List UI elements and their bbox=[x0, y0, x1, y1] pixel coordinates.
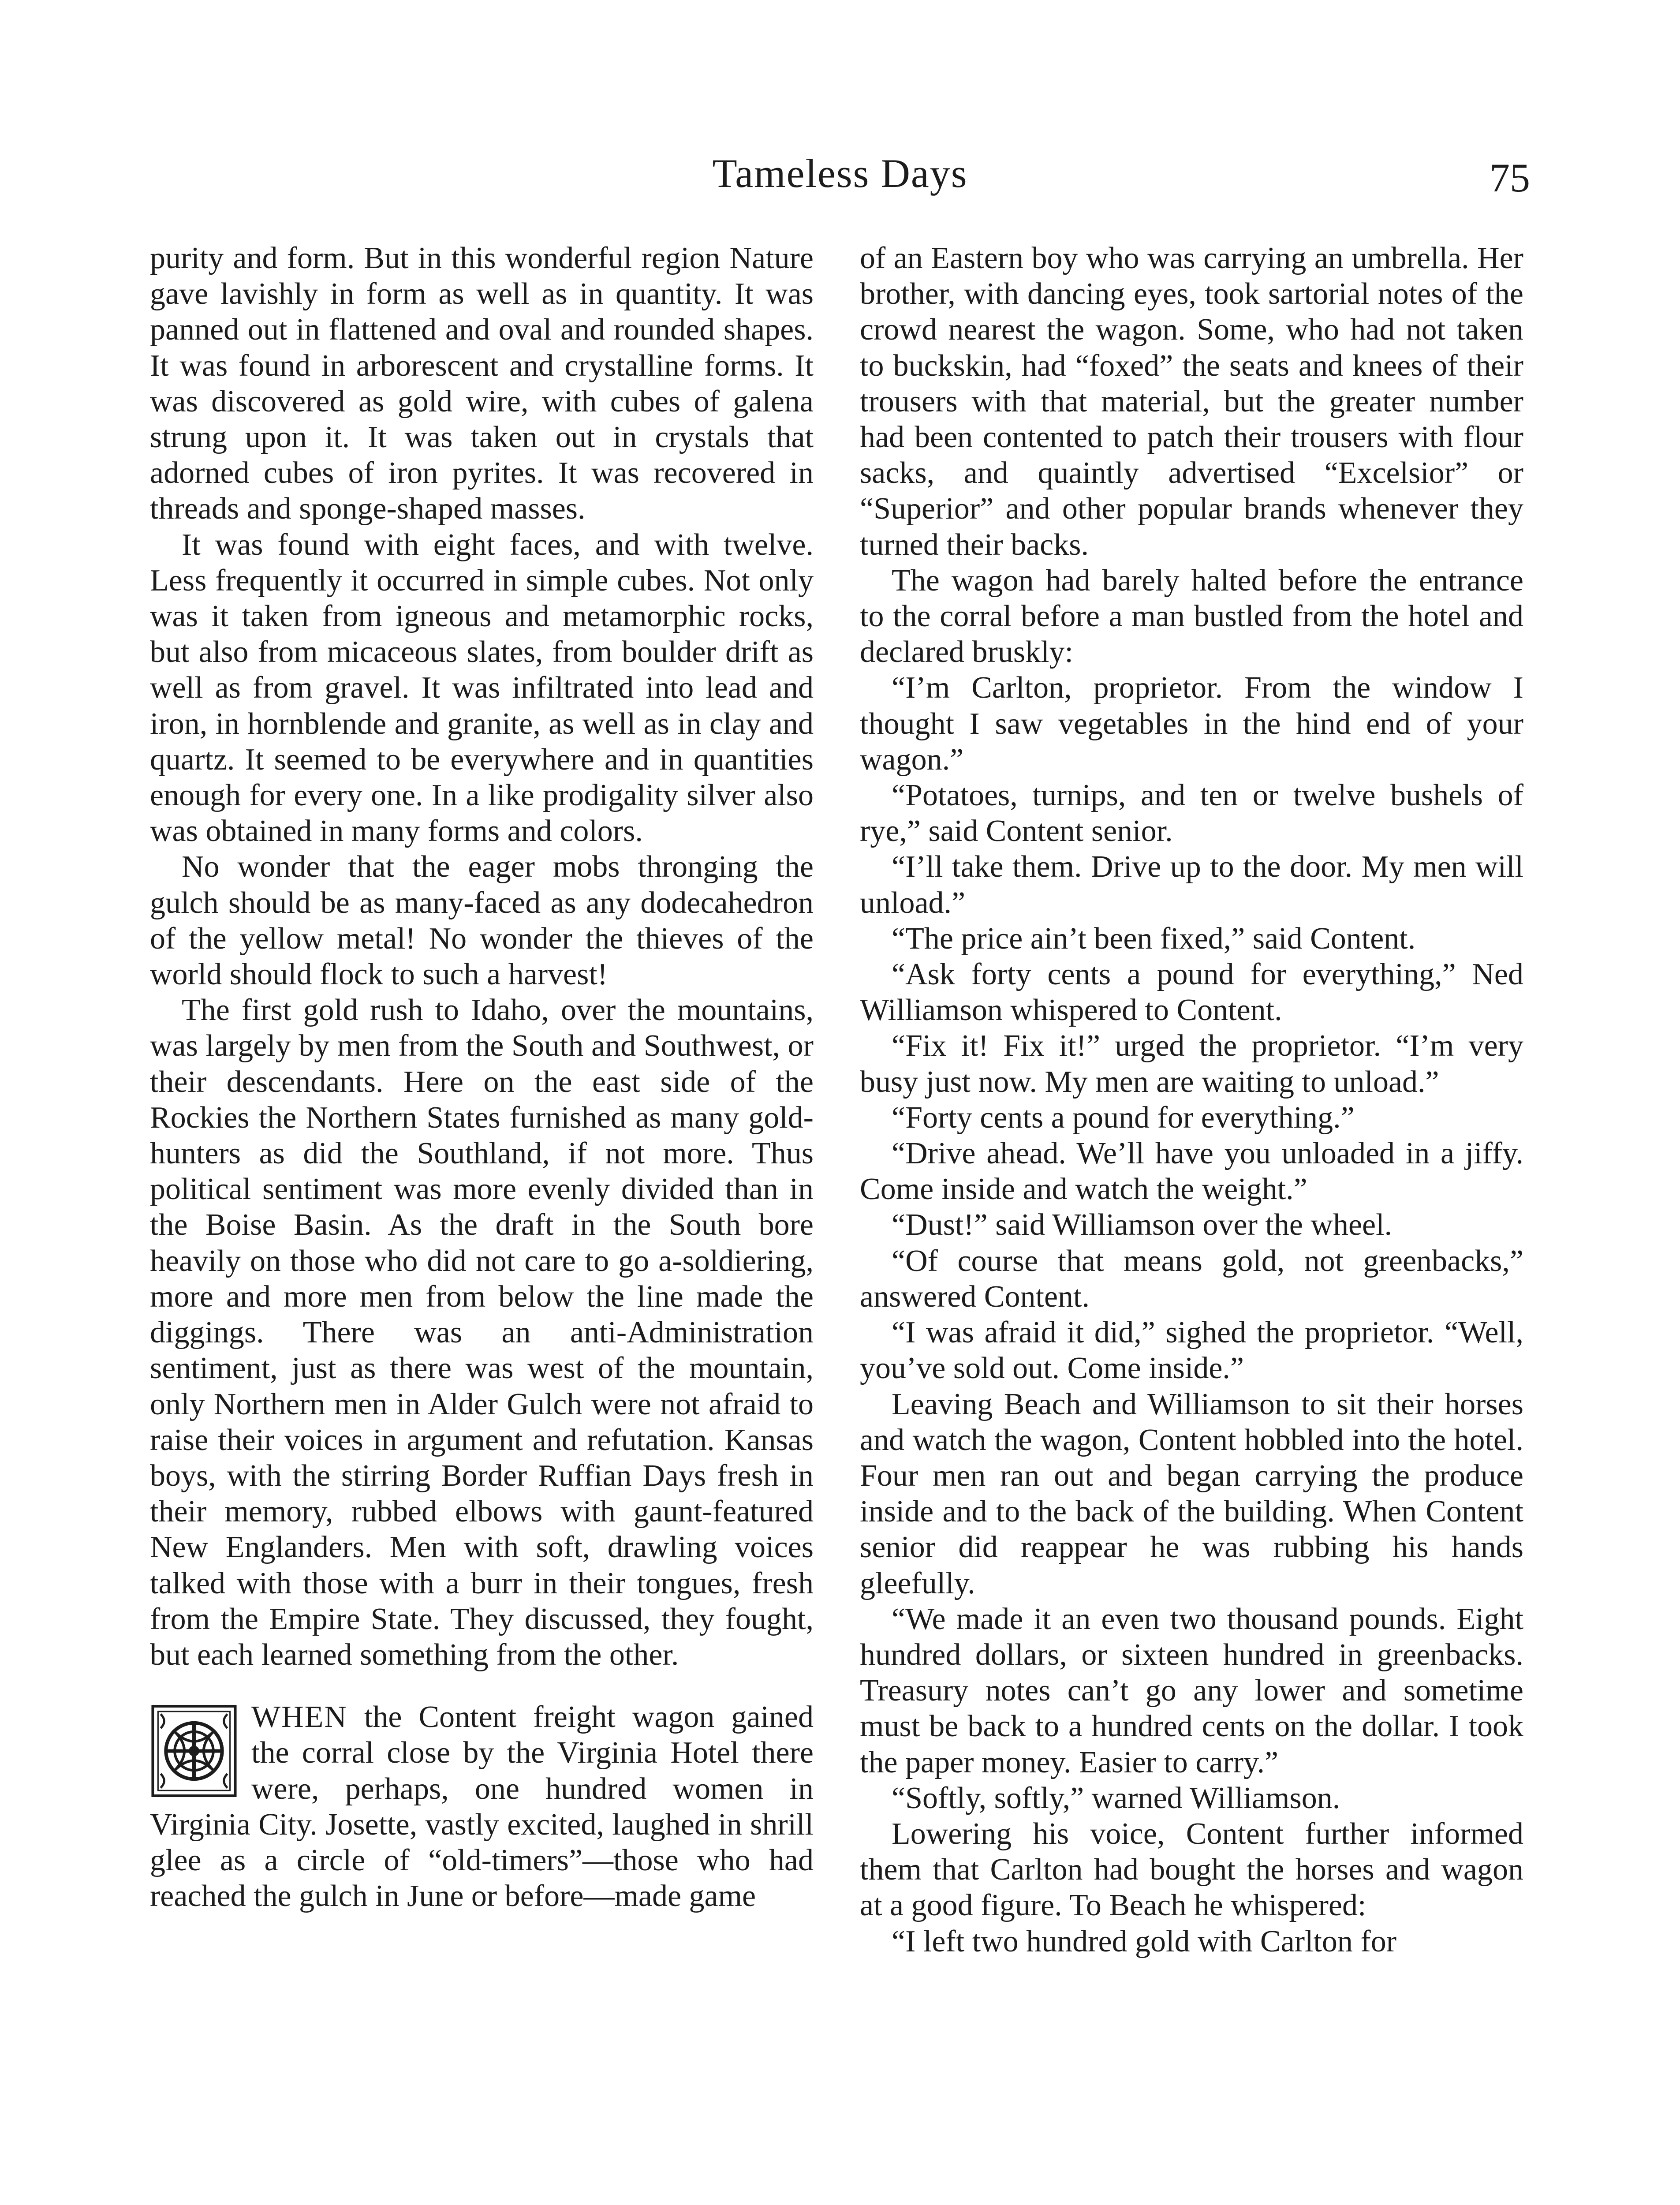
page-number: 75 bbox=[1490, 155, 1530, 200]
paragraph: “I left two hundred gold with Carlton for bbox=[892, 1924, 1397, 1958]
paragraph: purity and form. But in this wonderful region Nature gave lavishly in form as well as in quantity. It was panned out in flattened and oval and rounded shapes. It was found in arborescent and crystalline forms. It was discovered as gold wire, with cubes of galena strung upon it. It was taken out in crystals that adorned cubes of iron pyrites. It was recovered in threads and sponge-shaped masses. bbox=[150, 241, 814, 526]
paragraph: It was found with eight faces, and with twelve. Less frequently it occurred in simple cubes. Not only was it taken from igneous and metamorphic rocks, but also from micaceous slates, from boulder drift as well as from gravel. It was infiltrated into lead and iron, in hornblende and granite, as well as in clay and quartz. It seemed to be everywhere and in quantities enough for every one. In a like prodigality silver also was obtained in many forms and colors. bbox=[150, 527, 814, 848]
paragraph: Lowering his voice, Content further informed them that Carlton had bought the horses and wagon at a good figure. To Beach he whispered: bbox=[860, 1816, 1523, 1923]
paragraph: “Ask forty cents a pound for everything,” Ned Williamson whispered to Content. bbox=[860, 957, 1523, 1028]
page-header bbox=[150, 150, 1530, 212]
paragraph: “I was afraid it did,” sighed the proprietor. “Well, you’ve sold out. Come inside.” bbox=[860, 1316, 1523, 1386]
paragraph: “Drive ahead. We’ll have you unloaded in a jiffy. Come inside and watch the weight.” bbox=[860, 1136, 1523, 1207]
paragraph: “Fix it! Fix it!” urged the proprietor. “I’m very busy just now. My men are waiting to unload.” bbox=[860, 1029, 1523, 1099]
paragraph: “Dust!” said Williamson over the wheel. bbox=[892, 1208, 1393, 1242]
section-lead-word: WHEN bbox=[251, 1700, 347, 1734]
paragraph: “Of course that means gold, not greenbacks,” answered Content. bbox=[860, 1244, 1523, 1314]
right-column bbox=[860, 240, 1523, 1959]
section-break bbox=[150, 1673, 814, 1699]
paragraph: “The price ain’t been fixed,” said Content. bbox=[892, 921, 1416, 956]
paragraph: The wagon had barely halted before the entrance to the corral before a man bustled from the hotel and declared bruskly: bbox=[860, 563, 1523, 669]
paragraph: “I’ll take them. Drive up to the door. My men will unload.” bbox=[860, 850, 1523, 920]
paragraph bbox=[150, 1699, 814, 1914]
paragraph: Leaving Beach and Williamson to sit their horses and watch the wagon, Content hobbled into the hotel. Four men ran out and began carrying the produce inside and to the back of the building. When Content senior did reappear he was rubbing his hands gleefully. bbox=[860, 1387, 1523, 1600]
paragraph: “Softly, softly,” warned Williamson. bbox=[892, 1781, 1340, 1815]
paragraph: “Forty cents a pound for everything.” bbox=[892, 1100, 1355, 1135]
running-title: Tameless Days bbox=[712, 151, 968, 196]
paragraph-text: the Content freight wagon gained the corral close by the Virginia Hotel there were, perhaps, one hundred women in Virginia City. Josette, vastly excited, laughed in shrill glee as a circle of “old-timers”—those who had reached the gulch in June or before—made game bbox=[150, 1700, 814, 1913]
left-column bbox=[150, 240, 814, 1914]
paragraph: The first gold rush to Idaho, over the mountains, was largely by men from the South and Southwest, or their descendants. Here on the east side of the Rockies the Northern States furnished as many gold-hunters as did the Southland, if not more. Thus political sentiment was more evenly divided than in the Boise Basin. As the draft in the South bore heavily on those who did not care to go a-soldiering, more and more men from below the line made the diggings. There was an anti-Administration sentiment, just as there was west of the mountain, only Northern men in Alder Gulch were not afraid to raise their voices in argument and refutation. Kansas boys, with the stirring Border Ruffian Days fresh in their memory, rubbed elbows with gaunt-featured New Englanders. Men with soft, drawling voices talked with those with a burr in their tongues, fresh from the Empire State. They discussed, they fought, but each learned something from the other. bbox=[150, 993, 814, 1672]
paragraph: “We made it an even two thousand pounds. Eight hundred dollars, or sixteen hundred in greenbacks. Treasury notes can’t go any lower and sometime must be back to a hundred cents on the dollar. I took the paper money. Easier to carry.” bbox=[860, 1602, 1523, 1779]
paragraph: of an Eastern boy who was carrying an umbrella. Her brother, with dancing eyes, took sartorial notes of the crowd nearest the wagon. Some, who had not taken to buckskin, had “foxed” the seats and knees of their trousers with that material, but the greater number had been contented to patch their trousers with flour sacks, and quaintly advertised “Excelsior” or “Superior” and other popular brands whenever they turned their backs. bbox=[860, 241, 1523, 562]
celtic-knot-icon bbox=[150, 1704, 238, 1798]
paragraph: “Potatoes, turnips, and ten or twelve bushels of rye,” said Content senior. bbox=[860, 778, 1523, 848]
paragraph: No wonder that the eager mobs thronging the gulch should be as many-faced as any dodecahedron of the yellow metal! No wonder the thieves of the world should flock to such a harvest! bbox=[150, 850, 814, 992]
paragraph: “I’m Carlton, proprietor. From the window I thought I saw vegetables in the hind end of your wagon.” bbox=[860, 671, 1523, 777]
